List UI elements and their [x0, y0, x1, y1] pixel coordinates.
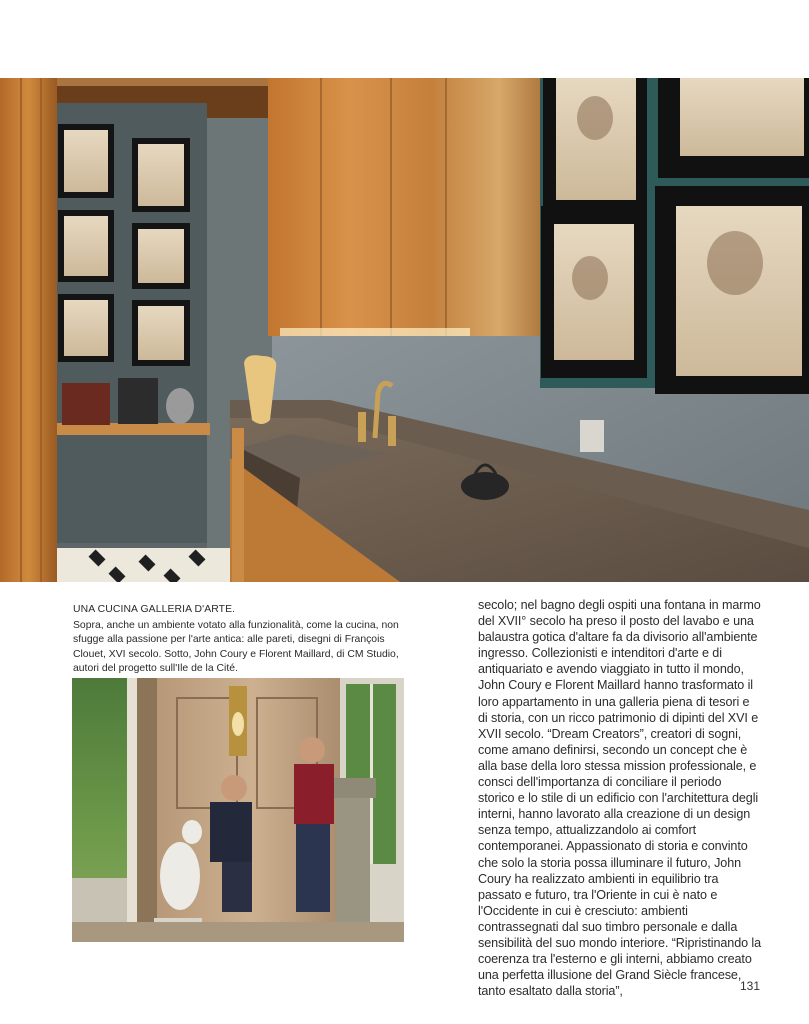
caption-text: Sopra, anche un ambiente votato alla funzionalità, come la cucina, non sfugge alla passione per l'arte antica: alle pareti, disegni di François Clouet, XVI secolo. Sotto, John Coury e Florent Maillard, di CM Studio, autori del progetto sull'Ile de la Cité. [73, 619, 399, 675]
article-paragraph: secolo; nel bagno degli ospiti una fontana in marmo del XVII° secolo ha preso il posto del lavabo e una balaustra gotica d'altare fa da divisorio all'ambiente ingresso. Collezionisti e intenditori d'arte e di antiquariato e avendo viaggiato in tutto il mondo, John Coury e Florent Maillard hanno trasformato il loro appartamento in una galleria piena di tesori e di storia, con un ricco patrimonio di dipinti del XVI e XVII secolo. “Dream Creators”, creatori di sogni, come amano definirsi, secondo un concept che è alla base della loro stessa mission professionale, e consci dell'importanza di conciliare il periodo storico e lo stile di un edificio con l'architettura degli interni, hanno lavorato alla creazione di un design senza tempo, attualizzandolo ai comfort contemporanei. Appassionato di storia e convinto che solo la storia possa illuminare il futuro, John Coury ha realizzato ambienti in equilibrio tra passato e futuro, tra l'Oriente in cui è nato e l'Occidente in cui è cresciuto: ambienti contrassegnati dal suo timbro personale e dalla sensibilità del suo mondo interiore. “Ripristinando la coerenza tra l'esterno e gli interni, abbiamo creato una perfetta illusione del Grand Siècle francese, tanto esaltato dalla storia”, [478, 598, 762, 999]
kitchen-photo [0, 78, 809, 582]
caption-title: UNA CUCINA GALLERIA D'ARTE. [73, 604, 236, 615]
designers-photo [72, 678, 404, 942]
article-body [478, 597, 761, 999]
photo-caption [73, 603, 413, 677]
page-number: 131 [740, 979, 761, 993]
